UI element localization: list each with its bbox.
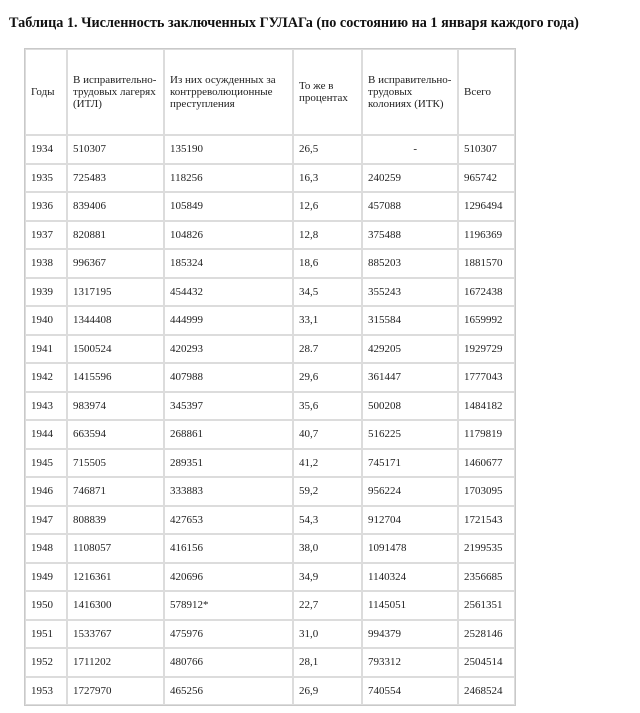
- cell-total: 1659992: [458, 306, 515, 335]
- cell-itk: 361447: [362, 363, 458, 392]
- cell-itk: -: [362, 135, 458, 164]
- cell-itk: 994379: [362, 620, 458, 649]
- table-row: [25, 648, 515, 677]
- cell-itl: 1727970: [67, 677, 164, 706]
- header-counterrevolutionary: Из них осужденных за контрреволюционные преступления: [164, 49, 293, 135]
- cell-itk: 793312: [362, 648, 458, 677]
- cell-total: 2504514: [458, 648, 515, 677]
- table-row: [25, 677, 515, 706]
- cell-counterrevolutionary: 444999: [164, 306, 293, 335]
- cell-percent: 12,6: [293, 192, 362, 221]
- cell-percent: 59,2: [293, 477, 362, 506]
- cell-itl: 663594: [67, 420, 164, 449]
- table-row: [25, 192, 515, 221]
- header-percent: То же в процентах: [293, 49, 362, 135]
- cell-counterrevolutionary: 333883: [164, 477, 293, 506]
- table-row: [25, 420, 515, 449]
- table-row: [25, 306, 515, 335]
- cell-year: 1945: [25, 449, 67, 478]
- table-row: [25, 249, 515, 278]
- table-row: [25, 620, 515, 649]
- table-title: Таблица 1. Численность заключенных ГУЛАГа (по состоянию на 1 января каждого года): [9, 15, 579, 31]
- cell-itl: 1533767: [67, 620, 164, 649]
- cell-itl: 725483: [67, 164, 164, 193]
- table-row: [25, 335, 515, 364]
- cell-itl: 1711202: [67, 648, 164, 677]
- cell-year: 1946: [25, 477, 67, 506]
- cell-itk: 740554: [362, 677, 458, 706]
- cell-year: 1951: [25, 620, 67, 649]
- cell-total: 2561351: [458, 591, 515, 620]
- cell-year: 1940: [25, 306, 67, 335]
- cell-total: 1777043: [458, 363, 515, 392]
- cell-total: 1484182: [458, 392, 515, 421]
- cell-year: 1939: [25, 278, 67, 307]
- cell-itk: 500208: [362, 392, 458, 421]
- cell-total: 1179819: [458, 420, 515, 449]
- cell-counterrevolutionary: 104826: [164, 221, 293, 250]
- cell-percent: 34,9: [293, 563, 362, 592]
- cell-year: 1943: [25, 392, 67, 421]
- cell-year: 1949: [25, 563, 67, 592]
- cell-itk: 355243: [362, 278, 458, 307]
- cell-percent: 28,1: [293, 648, 362, 677]
- cell-itl: 510307: [67, 135, 164, 164]
- table-row: [25, 563, 515, 592]
- table-row: [25, 506, 515, 535]
- cell-total: 1296494: [458, 192, 515, 221]
- cell-year: 1950: [25, 591, 67, 620]
- cell-year: 1937: [25, 221, 67, 250]
- cell-itl: 839406: [67, 192, 164, 221]
- cell-itk: 240259: [362, 164, 458, 193]
- cell-total: 1460677: [458, 449, 515, 478]
- cell-counterrevolutionary: 427653: [164, 506, 293, 535]
- gulag-table: [24, 48, 516, 706]
- cell-total: 2356685: [458, 563, 515, 592]
- cell-percent: 54,3: [293, 506, 362, 535]
- cell-itl: 1216361: [67, 563, 164, 592]
- cell-total: 2528146: [458, 620, 515, 649]
- cell-percent: 41,2: [293, 449, 362, 478]
- cell-percent: 31,0: [293, 620, 362, 649]
- cell-counterrevolutionary: 454432: [164, 278, 293, 307]
- table-row: [25, 221, 515, 250]
- cell-total: 1721543: [458, 506, 515, 535]
- cell-itl: 746871: [67, 477, 164, 506]
- cell-counterrevolutionary: 475976: [164, 620, 293, 649]
- cell-itl: 1108057: [67, 534, 164, 563]
- cell-itk: 375488: [362, 221, 458, 250]
- cell-total: 1881570: [458, 249, 515, 278]
- cell-year: 1941: [25, 335, 67, 364]
- cell-percent: 26,5: [293, 135, 362, 164]
- cell-counterrevolutionary: 578912*: [164, 591, 293, 620]
- cell-counterrevolutionary: 118256: [164, 164, 293, 193]
- table-row: [25, 477, 515, 506]
- cell-itk: 457088: [362, 192, 458, 221]
- cell-counterrevolutionary: 345397: [164, 392, 293, 421]
- cell-itk: 315584: [362, 306, 458, 335]
- cell-itl: 996367: [67, 249, 164, 278]
- table-row: [25, 278, 515, 307]
- cell-counterrevolutionary: 135190: [164, 135, 293, 164]
- cell-year: 1953: [25, 677, 67, 706]
- table-row: [25, 135, 515, 164]
- cell-percent: 29,6: [293, 363, 362, 392]
- cell-total: 1703095: [458, 477, 515, 506]
- header-itl: В исправительно-трудовых лагерях (ИТЛ): [67, 49, 164, 135]
- cell-year: 1942: [25, 363, 67, 392]
- cell-percent: 16,3: [293, 164, 362, 193]
- table-row: [25, 392, 515, 421]
- cell-itl: 820881: [67, 221, 164, 250]
- cell-year: 1944: [25, 420, 67, 449]
- header-itk: В исправительно-трудовых колониях (ИТК): [362, 49, 458, 135]
- cell-counterrevolutionary: 420293: [164, 335, 293, 364]
- cell-year: 1934: [25, 135, 67, 164]
- cell-counterrevolutionary: 465256: [164, 677, 293, 706]
- cell-itk: 1091478: [362, 534, 458, 563]
- cell-counterrevolutionary: 185324: [164, 249, 293, 278]
- cell-itl: 983974: [67, 392, 164, 421]
- cell-year: 1936: [25, 192, 67, 221]
- cell-total: 1196369: [458, 221, 515, 250]
- cell-percent: 33,1: [293, 306, 362, 335]
- cell-percent: 35,6: [293, 392, 362, 421]
- cell-counterrevolutionary: 420696: [164, 563, 293, 592]
- cell-itk: 1140324: [362, 563, 458, 592]
- cell-total: 510307: [458, 135, 515, 164]
- cell-percent: 28.7: [293, 335, 362, 364]
- table-row: [25, 363, 515, 392]
- cell-itl: 1500524: [67, 335, 164, 364]
- cell-itk: 912704: [362, 506, 458, 535]
- cell-percent: 38,0: [293, 534, 362, 563]
- cell-itk: 429205: [362, 335, 458, 364]
- table-row: [25, 164, 515, 193]
- cell-counterrevolutionary: 105849: [164, 192, 293, 221]
- cell-total: 965742: [458, 164, 515, 193]
- cell-year: 1935: [25, 164, 67, 193]
- cell-counterrevolutionary: 268861: [164, 420, 293, 449]
- cell-itl: 715505: [67, 449, 164, 478]
- cell-itk: 745171: [362, 449, 458, 478]
- cell-percent: 26,9: [293, 677, 362, 706]
- cell-counterrevolutionary: 407988: [164, 363, 293, 392]
- cell-total: 2468524: [458, 677, 515, 706]
- table-row: [25, 449, 515, 478]
- cell-percent: 12,8: [293, 221, 362, 250]
- table-row: [25, 534, 515, 563]
- cell-counterrevolutionary: 289351: [164, 449, 293, 478]
- cell-itl: 1415596: [67, 363, 164, 392]
- cell-itk: 516225: [362, 420, 458, 449]
- cell-itl: 808839: [67, 506, 164, 535]
- cell-total: 2199535: [458, 534, 515, 563]
- cell-year: 1947: [25, 506, 67, 535]
- header-total: Всего: [458, 49, 515, 135]
- header-years: Годы: [25, 49, 67, 135]
- cell-total: 1929729: [458, 335, 515, 364]
- cell-total: 1672438: [458, 278, 515, 307]
- cell-percent: 34,5: [293, 278, 362, 307]
- cell-itl: 1416300: [67, 591, 164, 620]
- cell-year: 1938: [25, 249, 67, 278]
- cell-counterrevolutionary: 480766: [164, 648, 293, 677]
- cell-itk: 885203: [362, 249, 458, 278]
- cell-year: 1952: [25, 648, 67, 677]
- cell-year: 1948: [25, 534, 67, 563]
- cell-percent: 18,6: [293, 249, 362, 278]
- table-row: [25, 591, 515, 620]
- cell-percent: 22,7: [293, 591, 362, 620]
- cell-itl: 1317195: [67, 278, 164, 307]
- table-header-row: [25, 49, 515, 135]
- cell-itk: 1145051: [362, 591, 458, 620]
- cell-itl: 1344408: [67, 306, 164, 335]
- cell-percent: 40,7: [293, 420, 362, 449]
- cell-counterrevolutionary: 416156: [164, 534, 293, 563]
- cell-itk: 956224: [362, 477, 458, 506]
